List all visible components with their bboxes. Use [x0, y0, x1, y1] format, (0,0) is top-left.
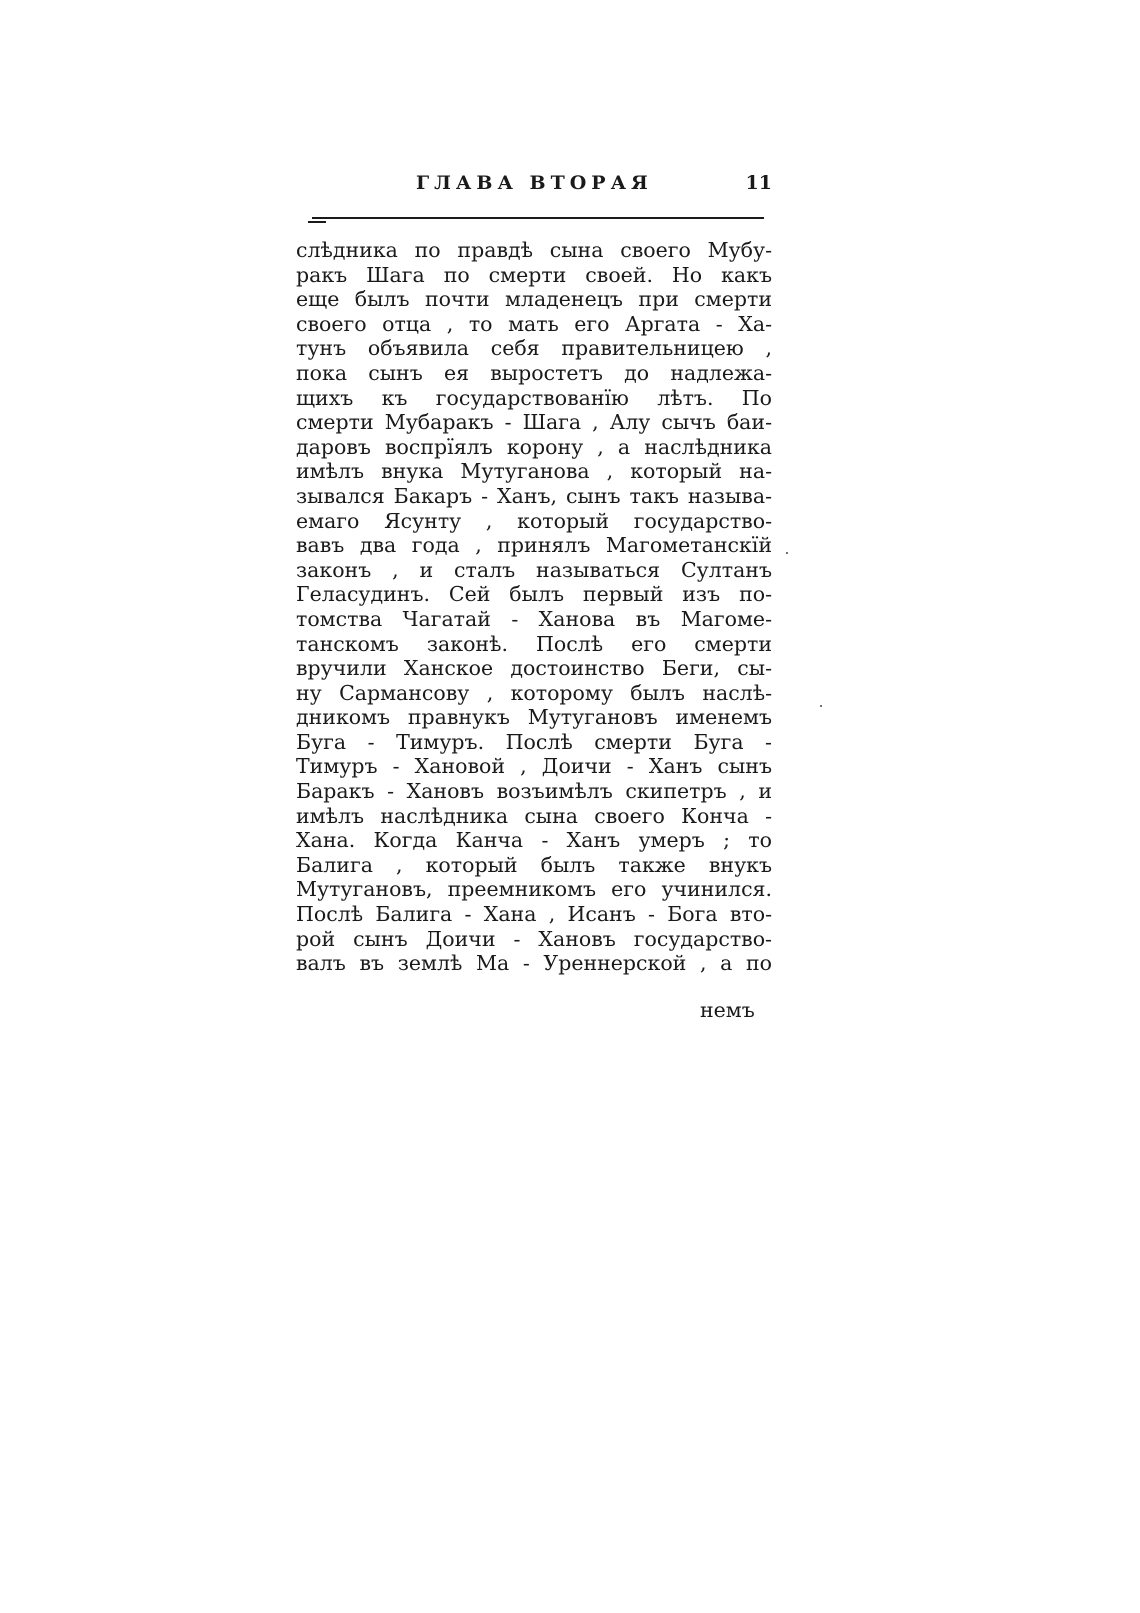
- text-line: своего отца , то мать его Аргата - Ха-: [296, 311, 772, 336]
- text-line: вручили Ханское достоинство Беги, сы-: [296, 656, 772, 681]
- text-line: вавъ два года , принялъ Магометанскїй: [296, 533, 772, 558]
- text-line: дникомъ правнукъ Мутугановъ именемъ: [296, 705, 772, 730]
- page-header: [296, 172, 772, 202]
- text-line: Балига , который былъ также внукъ: [296, 852, 772, 877]
- text-line: Геласудинъ. Сей былъ первый изъ по-: [296, 582, 772, 607]
- text-line: Буга - Тимуръ. Послѣ смерти Буга -: [296, 729, 772, 754]
- text-line: законъ , и сталъ называться Султанъ: [296, 557, 772, 582]
- text-line: рой сынъ Доичи - Хановъ государство-: [296, 926, 772, 951]
- text-line: танскомъ законѣ. Послѣ его смерти: [296, 631, 772, 656]
- text-line: слѣдника по правдѣ сына своего Мубу-: [296, 238, 772, 262]
- header-rule: [312, 217, 764, 219]
- text-line: Хана. Когда Канча - Ханъ умеръ ; то: [296, 828, 772, 853]
- text-line: Баракъ - Хановъ возъимѣлъ скипетръ , и: [296, 779, 772, 804]
- text-line: ракъ Шага по смерти своей. Но какъ: [296, 262, 772, 287]
- text-line: пока сынъ ея выростетъ до надлежа-: [296, 360, 772, 385]
- body-text: [296, 238, 772, 976]
- text-line: ну Сармансову , которому былъ наслѣ-: [296, 680, 772, 705]
- ink-speck: [786, 552, 788, 554]
- page-number: 11: [745, 172, 772, 194]
- text-line: зывался Бакаръ - Ханъ, сынъ такъ называ-: [296, 483, 772, 508]
- text-line: тунъ объявила себя правительницею ,: [296, 336, 772, 361]
- text-line: Мутугановъ, преемникомъ его учинился.: [296, 877, 772, 902]
- running-title: ГЛАВА ВТОРАЯ: [416, 172, 653, 194]
- text-line: томства Чагатай - Ханова въ Магоме-: [296, 606, 772, 631]
- text-line: щихъ къ государствованїю лѣтъ. По: [296, 385, 772, 410]
- catchword: немъ: [700, 998, 755, 1022]
- text-line: имѣлъ наслѣдника сына своего Конча -: [296, 803, 772, 828]
- text-line: Тимуръ - Хановой , Доичи - Ханъ сынъ: [296, 754, 772, 779]
- text-line: Послѣ Балига - Хана , Исанъ - Бога вто-: [296, 902, 772, 927]
- text-line: емаго Ясунту , который государство-: [296, 508, 772, 533]
- text-line: валъ въ землѣ Ма - Уреннерской , а по: [296, 951, 772, 976]
- text-line: смерти Мубаракъ - Шага , Алу сычъ баи-: [296, 410, 772, 435]
- text-line: даровъ воспрїялъ корону , а наслѣдника: [296, 434, 772, 459]
- text-line: еще былъ почти младенецъ при смерти: [296, 287, 772, 312]
- text-line: имѣлъ внука Мутуганова , который на-: [296, 459, 772, 484]
- ink-speck: [820, 705, 822, 707]
